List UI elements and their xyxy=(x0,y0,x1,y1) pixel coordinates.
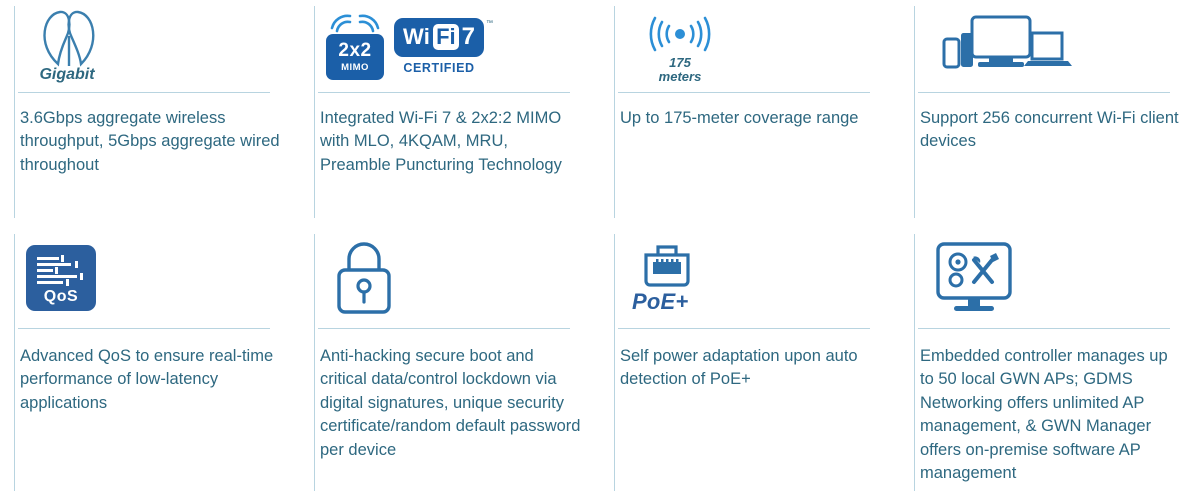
coverage-unit: meters xyxy=(658,69,702,84)
trademark-mark: ™ xyxy=(486,19,494,27)
feature-card-controller xyxy=(900,228,1200,501)
coverage-value: 175 xyxy=(669,55,691,71)
poe-description: Self power adaptation upon auto detection of PoE+ xyxy=(620,347,858,389)
feature-card-poe xyxy=(600,228,900,501)
poe-port-icon xyxy=(632,241,702,289)
coverage-icon-area xyxy=(618,0,886,92)
gigabit-icon-label: Gigabit xyxy=(39,66,95,83)
feature-card-wifi7 xyxy=(300,0,600,228)
badge-2x2-label: 2x2 xyxy=(338,40,372,62)
card-left-rule xyxy=(614,6,615,218)
card-left-rule xyxy=(314,234,315,491)
card-left-rule xyxy=(614,234,615,491)
card-left-rule xyxy=(14,234,15,491)
qos-description: Advanced QoS to ensure real-time performance of low-latency applications xyxy=(20,347,274,412)
gigabit-icon-area xyxy=(18,0,286,92)
badge-mimo-label: MIMO xyxy=(341,62,369,74)
clients-description: Support 256 concurrent Wi-Fi client devices xyxy=(920,109,1179,151)
wifi7-pill xyxy=(394,18,494,57)
wifi7-icon-area xyxy=(318,0,586,92)
multi-devices-icon xyxy=(934,11,1074,81)
poe-icon-area xyxy=(618,228,886,328)
feature-card-coverage xyxy=(600,0,900,228)
qos-icon-area xyxy=(18,228,286,328)
card-left-rule xyxy=(914,6,915,218)
wifi7-description: Integrated Wi-Fi 7 & 2x2:2 MIMO with MLO, 4KQAM, MRU, Preamble Puncturing Technology xyxy=(320,109,562,174)
card-left-rule xyxy=(14,6,15,218)
wifi-waves-icon xyxy=(326,12,384,34)
card-left-rule xyxy=(914,234,915,491)
qos-bars-icon xyxy=(35,254,87,288)
feature-card-gigabit xyxy=(0,0,300,228)
coverage-icon-label xyxy=(659,56,702,83)
security-icon-area xyxy=(318,228,586,328)
clients-icon-area xyxy=(918,0,1186,92)
coverage-signal-icon xyxy=(640,8,720,56)
gigabit-antenna-icon xyxy=(26,8,108,70)
embedded-controller-icon xyxy=(930,238,1018,318)
qos-icon xyxy=(26,245,96,311)
wifi-seven: 7 xyxy=(461,22,476,50)
gigabit-description: 3.6Gbps aggregate wireless throughput, 5Gbps aggregate wired throughout xyxy=(20,109,280,174)
card-left-rule xyxy=(314,6,315,218)
feature-card-clients xyxy=(900,0,1200,228)
controller-icon-area xyxy=(918,228,1186,328)
wifi7-certified-icon xyxy=(394,18,494,75)
security-description: Anti-hacking secure boot and critical data/control lockdown via digital signatures, unique security certificate/random default password per device xyxy=(320,347,581,459)
wifi7-certified-label: CERTIFIED xyxy=(403,60,475,75)
poe-icon-label: PoE+ xyxy=(632,289,689,314)
controller-description: Embedded controller manages up to 50 local GWN APs; GDMS Networking offers unlimited AP management, & GWN Manager offers on-premise software AP management xyxy=(920,347,1168,483)
wifi-fi-word: Fi xyxy=(433,24,459,50)
feature-card-qos xyxy=(0,228,300,501)
wifi-word: Wi xyxy=(403,23,431,49)
coverage-description: Up to 175-meter coverage range xyxy=(620,109,859,127)
feature-card-security xyxy=(300,228,600,501)
padlock-icon xyxy=(330,238,398,318)
2x2-mimo-badge xyxy=(326,34,384,80)
qos-icon-label: QoS xyxy=(43,288,79,305)
